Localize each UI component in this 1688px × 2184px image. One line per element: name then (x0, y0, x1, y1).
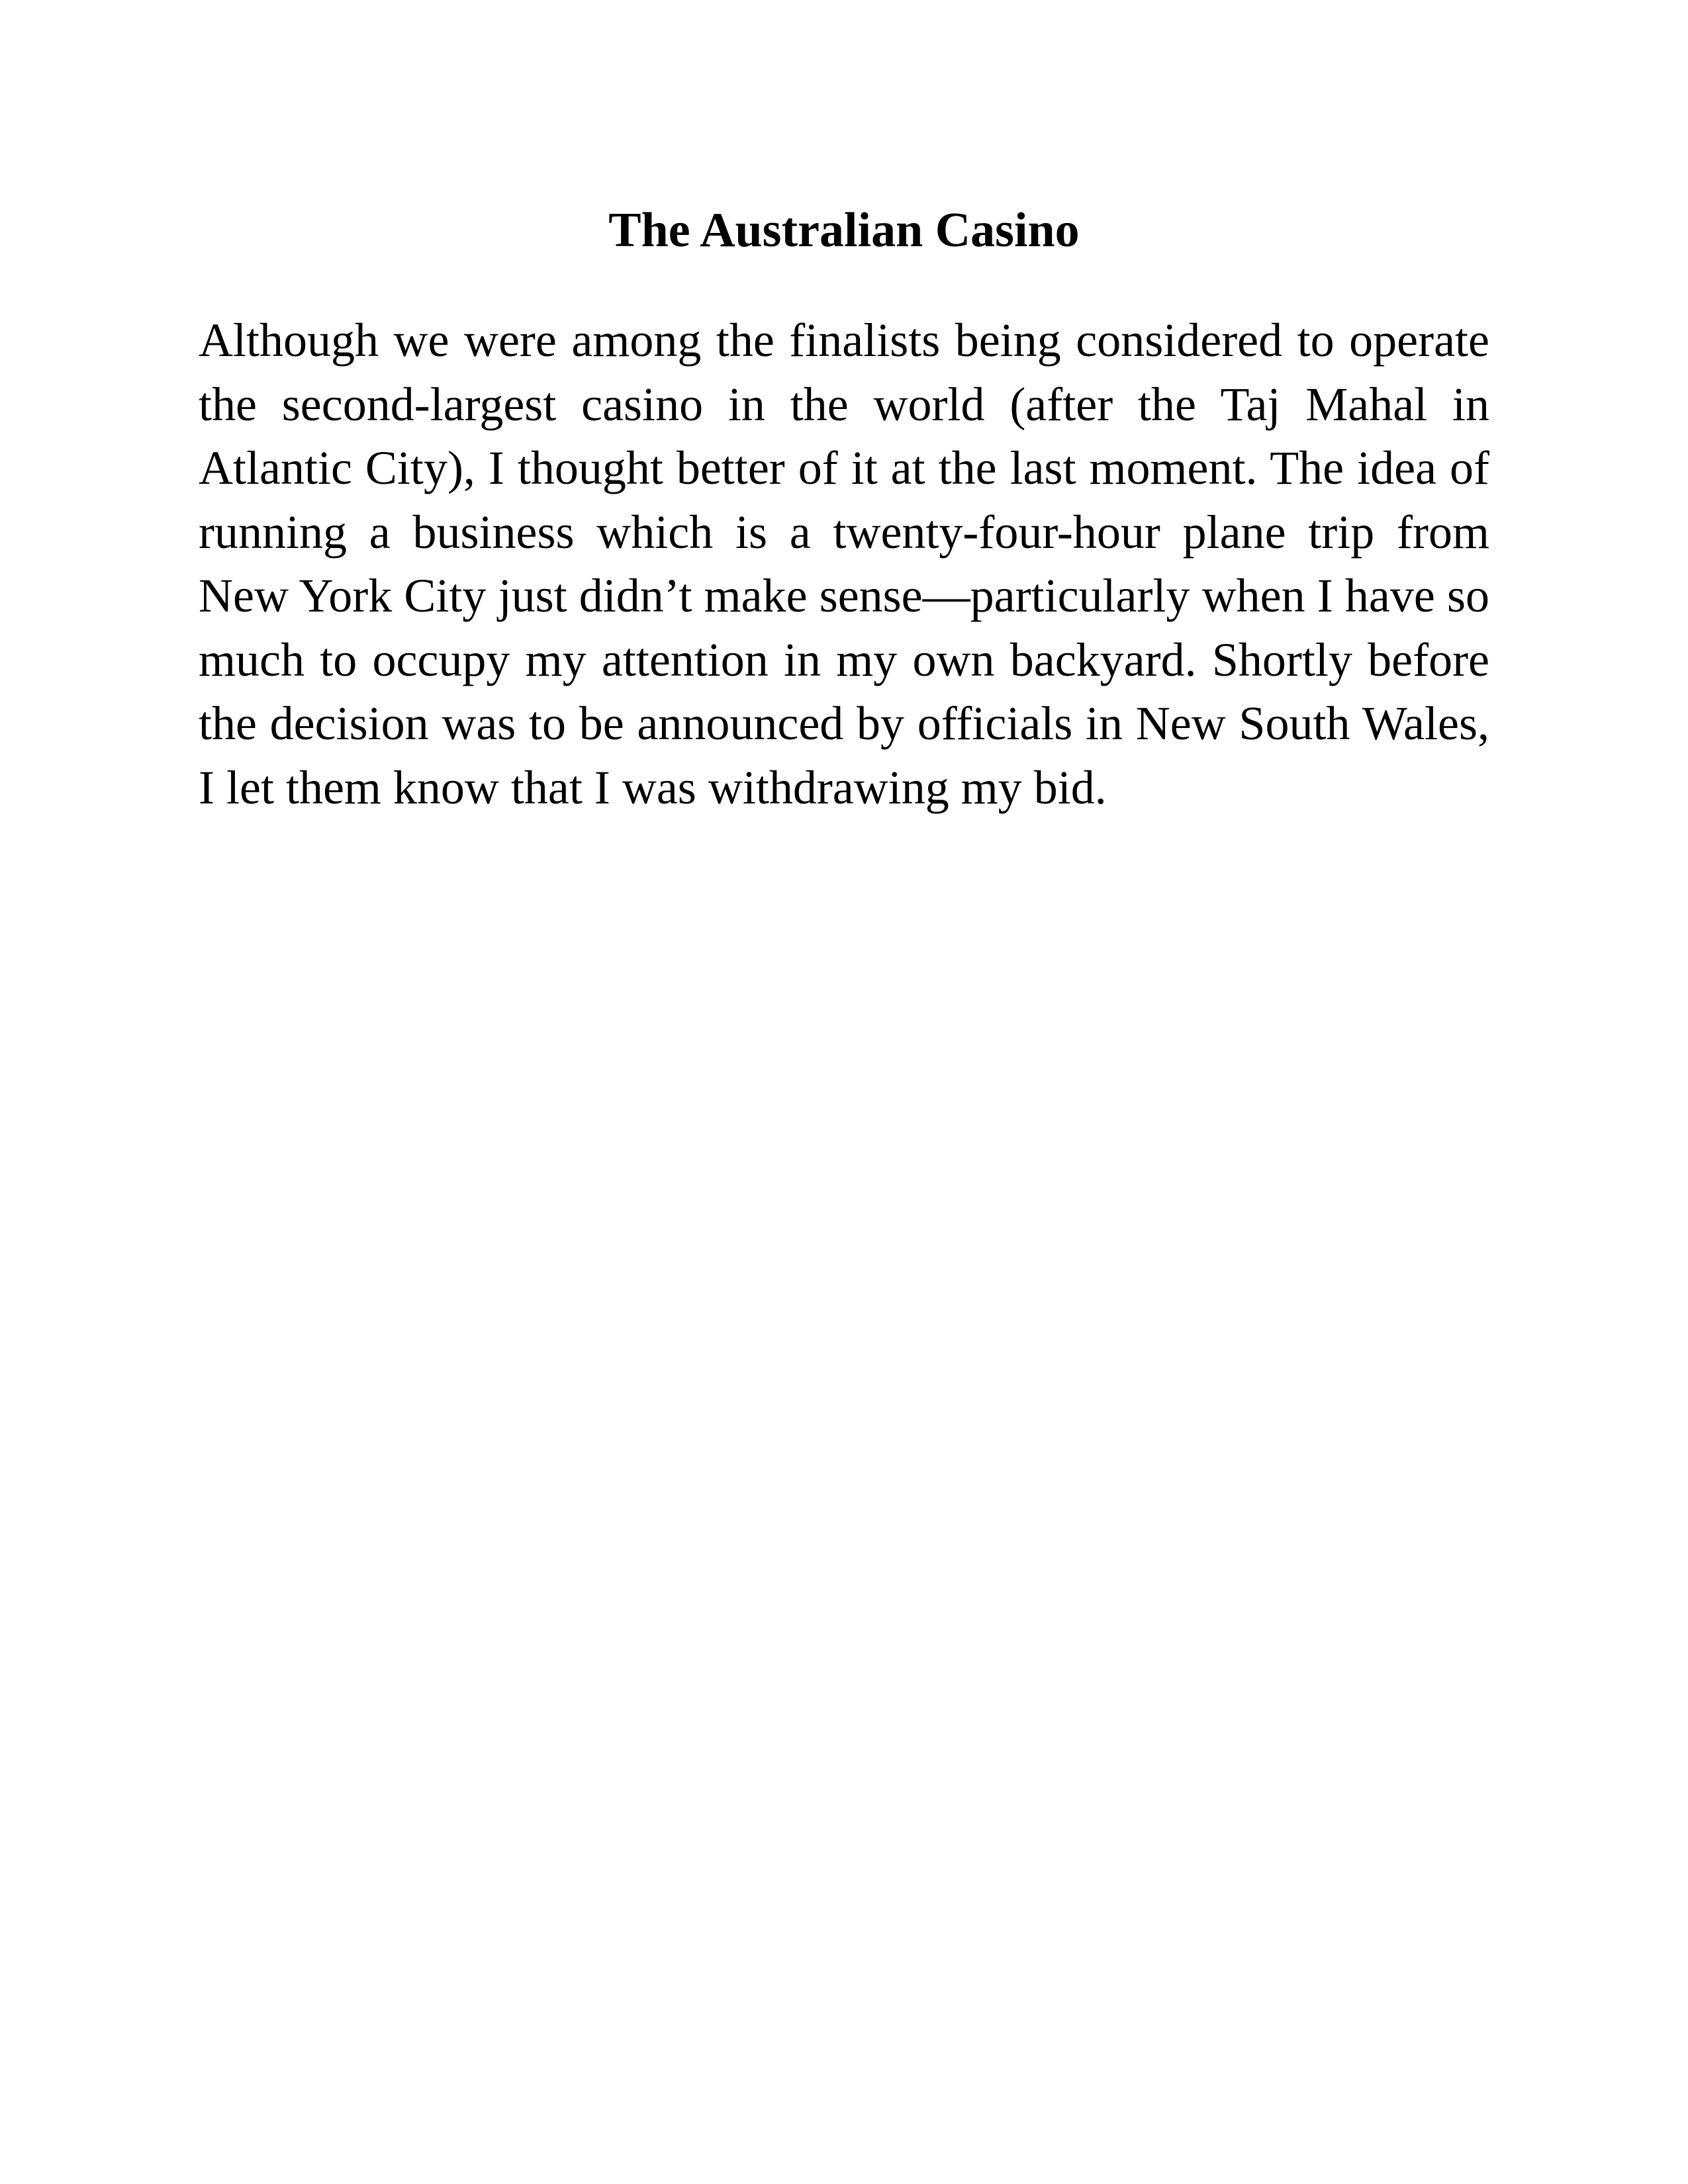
body-paragraph: Although we were among the finalists being considered to operate the second-largest casino in the world (after the Taj Mahal in Atlantic City), I thought better of it at the last moment. The idea of running a business which is a twenty-four-hour plane trip from New York City just didn’t make sense—particularly when I have so much to occupy my attention in my own backyard. Shortly before the decision was to be announced by officials in New South Wales, I let them know that I was withdrawing my bid. (199, 314, 1489, 814)
document-title: The Australian Casino (608, 203, 1080, 257)
